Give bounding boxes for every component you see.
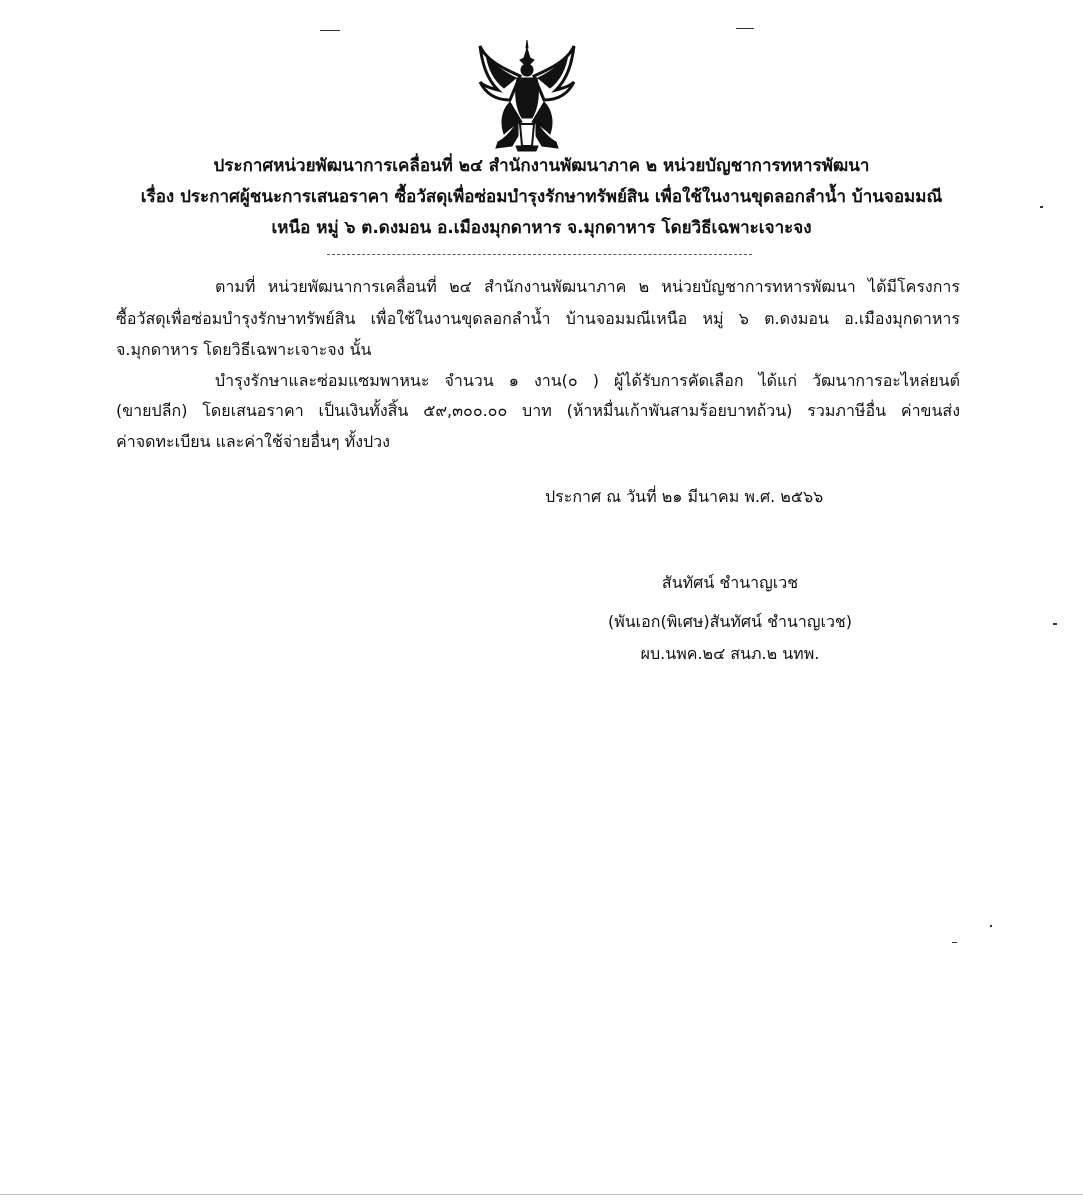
paragraph-2-line-3: ค่าจดทะเบียน และค่าใช้จ่ายอื่นๆ ทั้งปวง	[116, 432, 390, 451]
signatory-position: ผบ.นพค.๒๔ สนภ.๒ นทพ.	[640, 644, 820, 663]
scan-speck	[1053, 623, 1057, 625]
heading-issuer: ประกาศหน่วยพัฒนาการเคลื่อนที่ ๒๔ สำนักงานพัฒนาภาค ๒ หน่วยบัญชาการทหารพัฒนา	[213, 156, 870, 176]
paragraph-2-line-1: บำรุงรักษาและซ่อมแซมพาหนะ จำนวน ๑ งาน(๐ ) ผู้ได้รับการคัดเลือก ได้แก่ วัฒนาการอะไหล่ยนต์	[215, 371, 960, 390]
scan-speck	[952, 942, 957, 943]
scan-speck	[736, 28, 754, 29]
heading-subject-continued: เหนือ หมู่ ๖ ต.ดงมอน อ.เมืองมุกดาหาร จ.มุกดาหาร โดยวิธีเฉพาะเจาะจง	[271, 218, 812, 238]
paragraph-2-line-2: (ขายปลีก) โดยเสนอราคา เป็นเงินทั้งสิ้น ๕๙,๓๐๐.๐๐ บาท (ห้าหมื่นเก้าพันสามร้อยบาทถ้วน) รวมภาษีอื่น ค่าขนส่ง	[116, 401, 961, 420]
garuda-emblem-icon	[472, 38, 582, 153]
paragraph-1-line-2: ซื้อวัสดุเพื่อซ่อมบำรุงรักษาทรัพย์สิน เพื่อใช้ในงานขุดลอกลำน้ำ บ้านจอมมณีเหนือ หมู่ ๖ ต.ดงมอน อ.เมืองมุกดาหาร	[116, 309, 960, 328]
scan-speck	[320, 30, 340, 31]
paragraph-1-line-3: จ.มุกดาหาร โดยวิธีเฉพาะเจาะจง นั้น	[116, 340, 372, 359]
scan-edge	[0, 1194, 1083, 1195]
announcement-date: ประกาศ ณ วันที่ ๒๑ มีนาคม พ.ศ. ๒๕๖๖	[545, 487, 824, 506]
paragraph-1-line-1: ตามที่ หน่วยพัฒนาการเคลื่อนที่ ๒๔ สำนักงานพัฒนาภาค ๒ หน่วยบัญชาการทหารพัฒนา ได้มีโครงการ	[215, 277, 960, 296]
heading-subject: เรื่อง ประกาศผู้ชนะการเสนอราคา ซื้อวัสดุเพื่อซ่อมบำรุงรักษาทรัพย์สิน เพื่อใช้ในงานขุดลอกลำน้ำ บ้านจอมมณี	[140, 187, 943, 207]
signatory-full-name: (พันเอก(พิเศษ)สันทัศน์ ชำนาญเวช)	[607, 612, 853, 631]
heading-divider	[327, 254, 752, 255]
scan-speck	[990, 925, 992, 927]
signature-name: สันทัศน์ ชำนาญเวช	[661, 573, 799, 592]
scan-speck	[1040, 206, 1043, 208]
